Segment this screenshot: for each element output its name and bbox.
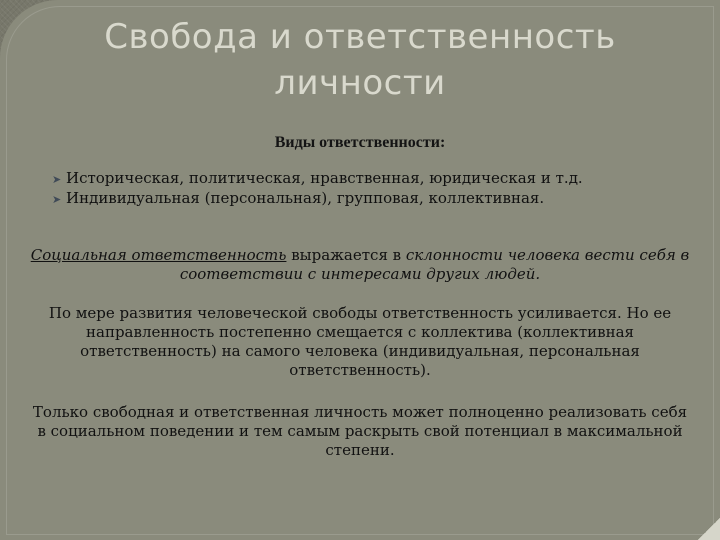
list-item	[48, 188, 583, 208]
arrow-bullet-icon: ➤	[52, 173, 62, 186]
list-item	[48, 168, 583, 188]
page-curl-corner	[698, 518, 720, 540]
paragraph-development: По мере развития человеческой свободы ответственность усиливается. Но ее направленность постепенно смещается с коллектива (коллективная ответственность) на самого человека (индивидуальная, персональная ответственность).	[48, 304, 672, 379]
paragraph-verb: выражается в	[286, 246, 406, 264]
bullet-text: Историческая, политическая, нравственная, юридическая и т.д.	[66, 169, 583, 187]
paragraph-definition: склонности человека вести себя в соответствии с интересами других людей.	[179, 246, 690, 283]
title-line-1: Свобода и ответственность	[104, 17, 616, 57]
paragraph-conclusion: Только свободная и ответственная личность может полноценно реализовать себя в социальном поведении и тем самым раскрыть свой потенциал в максимальной степени.	[32, 403, 688, 459]
arrow-bullet-icon: ➤	[52, 193, 62, 206]
title-line-2: личности	[274, 63, 446, 103]
bullet-text: Индивидуальная (персональная), групповая, коллективная.	[66, 189, 545, 207]
subtitle: Виды ответственности:	[274, 134, 446, 151]
paragraph-social-responsibility	[30, 246, 690, 284]
bullet-list	[48, 168, 583, 208]
slide-title	[0, 14, 720, 106]
term-social-responsibility: Социальная ответственность	[30, 246, 287, 264]
